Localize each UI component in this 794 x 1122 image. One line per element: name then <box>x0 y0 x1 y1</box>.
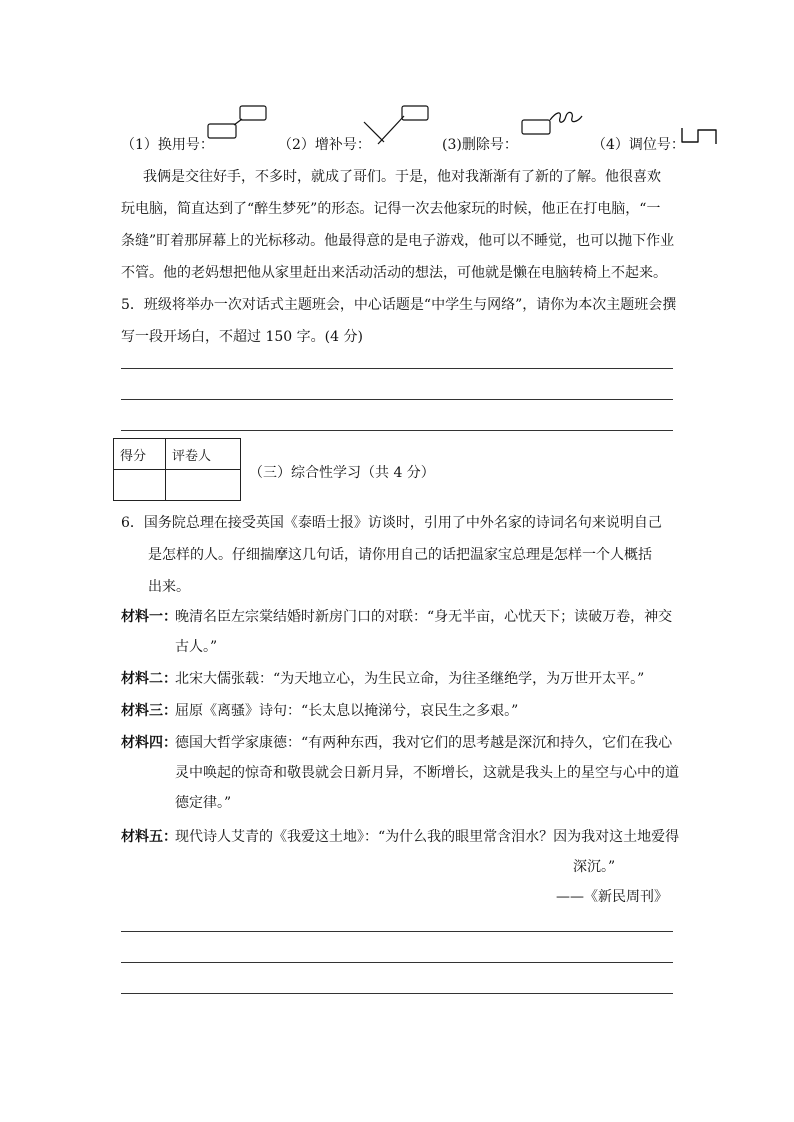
grader-cell <box>166 470 241 501</box>
reorder-mark-label: （4）调位号： <box>592 137 685 153</box>
material-2-line-1: 北宋大儒张载：“为天地立心，为生民立命，为往圣继绝学，为万世开太平。” <box>175 671 645 687</box>
q5-line-2: 写一段开场白，不超过 150 字。(4 分) <box>121 329 363 345</box>
score-cell <box>114 470 166 501</box>
material-5-source: ——《新民周刊》 <box>556 889 668 905</box>
passage-line-4: 不管。他的老妈想把他从家里赶出来活动活动的想法，可他就是懒在电脑转椅上不起来。 <box>121 265 667 281</box>
answer-line <box>121 931 673 932</box>
q6-line-3: 出来。 <box>148 579 190 595</box>
answer-line <box>121 993 673 994</box>
delete-mark-label: (3)删除号： <box>442 137 518 153</box>
q5-line-1: 5．班级将举办一次对话式主题班会，中心话题是“中学生与网络”，请你为本次主题班会撰 <box>121 297 677 313</box>
answer-line <box>121 430 673 431</box>
answer-line <box>121 962 673 963</box>
material-3-label: 材料三： <box>121 703 177 719</box>
material-2-label: 材料二： <box>121 671 177 687</box>
insert-mark-icon <box>362 104 430 148</box>
passage-line-2: 玩电脑，简直达到了“醉生梦死”的形态。记得一次去他家玩的时候，他正在打电脑，“一 <box>121 201 661 217</box>
answer-line <box>121 399 673 400</box>
q6-line-1: 6．国务院总理在接受英国《泰晤士报》访谈时，引用了中外名家的诗词名句来说明自己 <box>121 515 662 531</box>
material-4-label: 材料四： <box>121 735 177 751</box>
material-5-label: 材料五： <box>121 829 177 845</box>
passage-line-3: 条缝”盯着那屏幕上的光标移动。他最得意的是电子游戏，他可以不睡觉，也可以抛下作业 <box>121 233 675 249</box>
score-table <box>113 438 241 501</box>
material-4-line-3: 德定律。” <box>175 795 232 811</box>
passage-line-1: 我俩是交往好手，不多时，就成了哥们。于是，他对我渐渐有了新的了解。他很喜欢 <box>143 169 661 185</box>
reorder-mark-icon <box>680 124 722 146</box>
material-4-line-1: 德国大哲学家康德：“有两种东西，我对它们的思考越是深沉和持久，它们在我心 <box>175 735 673 751</box>
q6-line-2: 是怎样的人。仔细揣摩这几句话，请你用自己的话把温家宝总理是怎样一个人概括 <box>148 547 652 563</box>
delete-mark-icon <box>520 108 586 138</box>
material-1-label: 材料一： <box>121 609 177 625</box>
material-1-line-2: 古人。” <box>175 639 218 655</box>
material-5-line-2: 深沉。” <box>573 859 616 875</box>
replace-mark-label: （1）换用号： <box>121 137 214 153</box>
section-title: （三）综合性学习（共 4 分） <box>249 465 435 481</box>
material-4-line-2: 灵中唤起的惊奇和敬畏就会日新月异，不断增长，这就是我头上的星空与心中的道 <box>175 765 679 781</box>
grader-header: 评卷人 <box>166 439 241 470</box>
score-header: 得分 <box>114 439 166 470</box>
material-3-line-1: 屈原《离骚》诗句：“长太息以掩涕兮，哀民生之多艰。” <box>175 703 519 719</box>
replace-mark-icon <box>206 104 268 144</box>
material-5-line-1: 现代诗人艾青的《我爱这土地》：“为什么我的眼里常含泪水？因为我对这土地爱得 <box>175 829 680 845</box>
material-1-line-1: 晚清名臣左宗棠结婚时新房门口的对联：“身无半亩，心忧天下；读破万卷，神交 <box>175 609 673 625</box>
insert-mark-label: （2）增补号： <box>278 137 371 153</box>
answer-line <box>121 368 673 369</box>
